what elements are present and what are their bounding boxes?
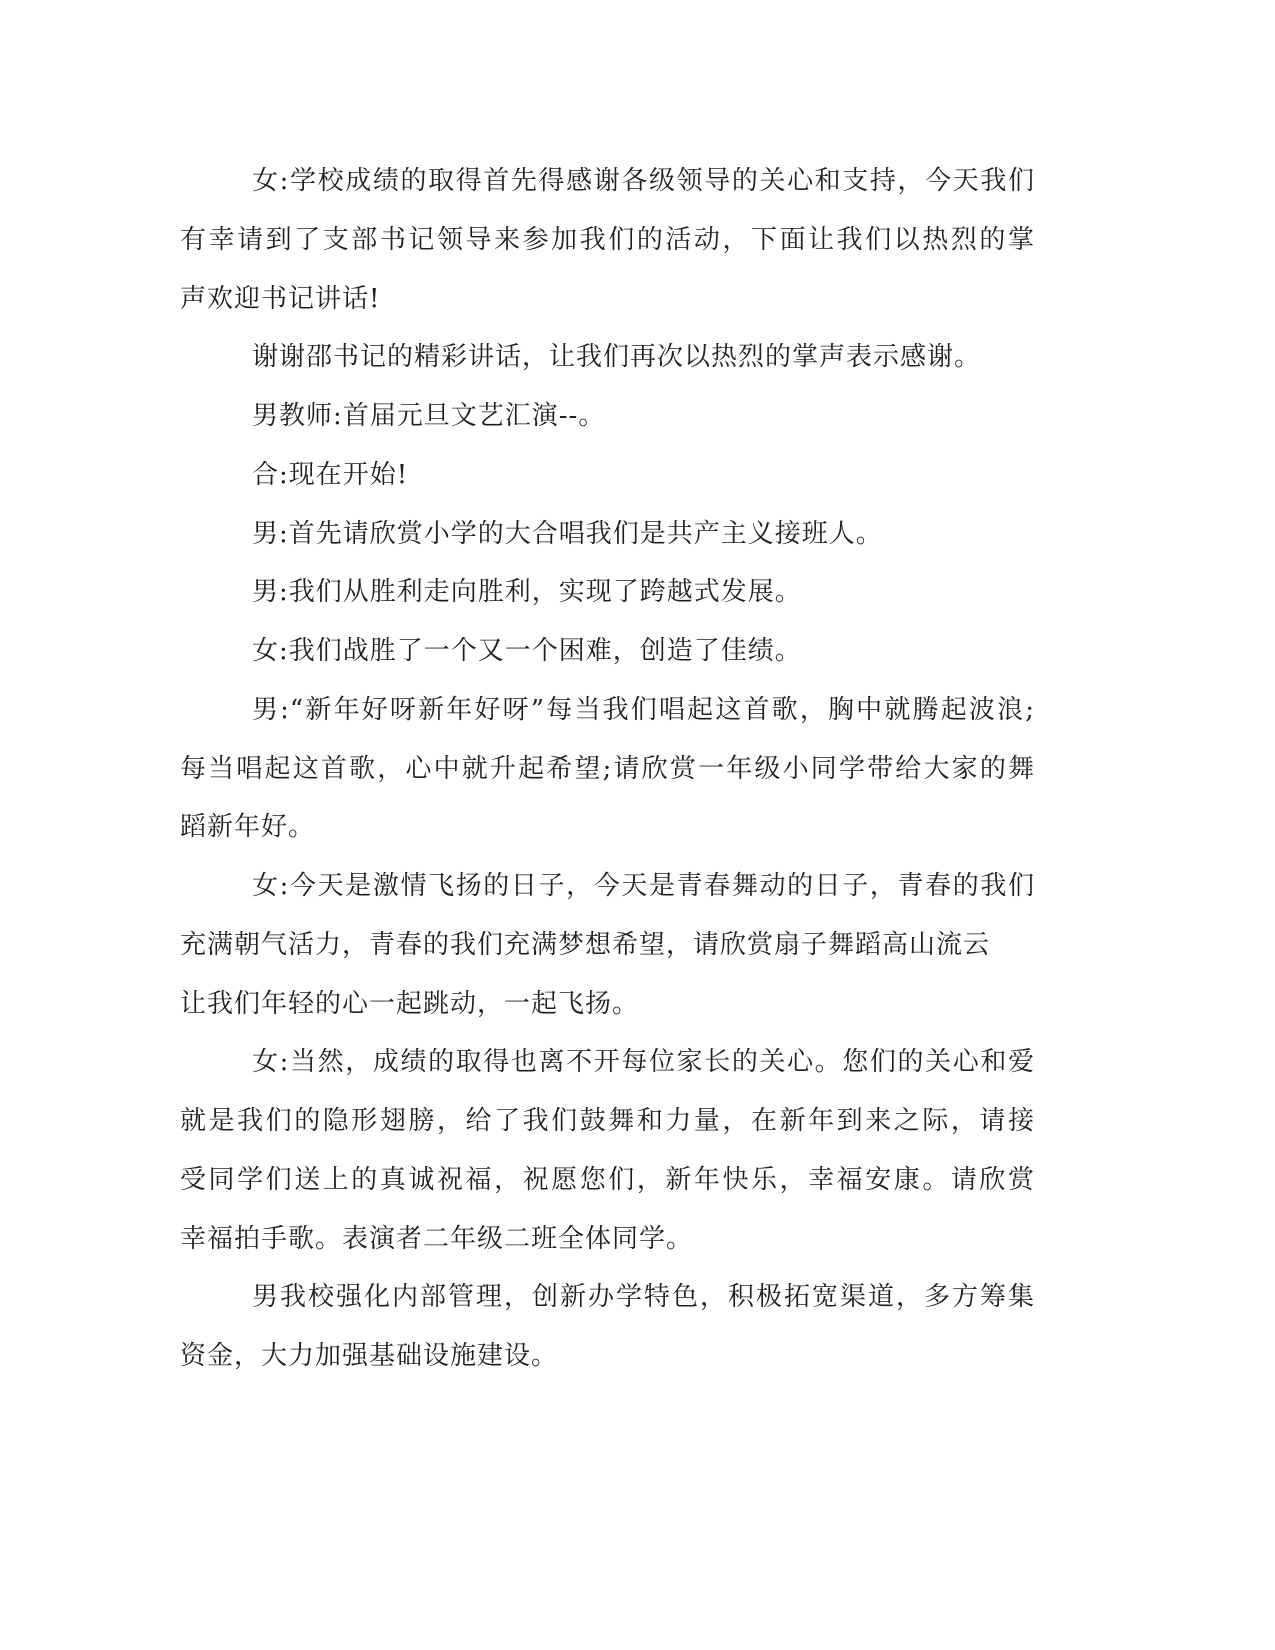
paragraph (180, 1268, 1035, 1386)
paragraph (180, 622, 1035, 681)
text-line: 女:学校成绩的取得首先得感谢各级领导的关心和支持，今天我们 (252, 166, 1035, 196)
text-line: 谢谢邵书记的精彩讲话，让我们再次以热烈的掌声表示感谢。 (252, 342, 982, 373)
paragraph (180, 1033, 1035, 1268)
text-line: 女:当然，成绩的取得也离不开每位家长的关心。您们的关心和爱 (252, 1047, 1035, 1078)
paragraph (180, 857, 1035, 1033)
paragraph (180, 152, 1035, 328)
text-line: 合:现在开始! (252, 459, 409, 490)
paragraph (180, 446, 1035, 505)
text-line: 每当唱起这首歌，心中就升起希望;请欣赏一年级小同学带给大家的舞 (180, 753, 1035, 784)
text-line: 声欢迎书记讲话! (180, 283, 381, 314)
text-line: 男:首先请欣赏小学的大合唱我们是共产主义接班人。 (252, 518, 883, 549)
text-line: 男:我们从胜利走向胜利，实现了跨越式发展。 (252, 577, 802, 608)
document-body (180, 152, 1035, 1386)
text-line: 蹈新年好。 (180, 812, 316, 843)
paragraph (180, 681, 1035, 857)
text-line: 资金，大力加强基础设施建设。 (180, 1341, 559, 1371)
paragraph (180, 328, 1035, 387)
text-line: 女:我们战胜了一个又一个困难，创造了佳绩。 (252, 636, 802, 666)
text-line: 充满朝气活力，青春的我们充满梦想希望，请欣赏扇子舞蹈高山流云 (180, 929, 991, 960)
text-line: 让我们年轻的心一起跳动，一起飞扬。 (180, 988, 640, 1019)
text-line: 有幸请到了支部书记领导来参加我们的活动，下面让我们以热烈的掌 (180, 224, 1035, 255)
paragraph (180, 387, 1035, 446)
text-line: 幸福拍手歌。表演者二年级二班全体同学。 (180, 1223, 694, 1254)
paragraph (180, 563, 1035, 622)
text-line: 女:今天是激情飞扬的日子，今天是青春舞动的日子，青春的我们 (252, 871, 1035, 901)
paragraph (180, 505, 1035, 564)
text-line: 受同学们送上的真诚祝福，祝愿您们，新年快乐，幸福安康。请欣赏 (180, 1164, 1035, 1195)
text-line: 就是我们的隐形翅膀，给了我们鼓舞和力量，在新年到来之际，请接 (180, 1106, 1035, 1136)
text-line: 男我校强化内部管理，创新办学特色，积极拓宽渠道，多方筹集 (252, 1282, 1035, 1313)
text-line: 男教师:首届元旦文艺汇演--。 (252, 401, 606, 431)
text-line: 男:“新年好呀新年好呀”每当我们唱起这首歌，胸中就腾起波浪; (252, 694, 1035, 725)
